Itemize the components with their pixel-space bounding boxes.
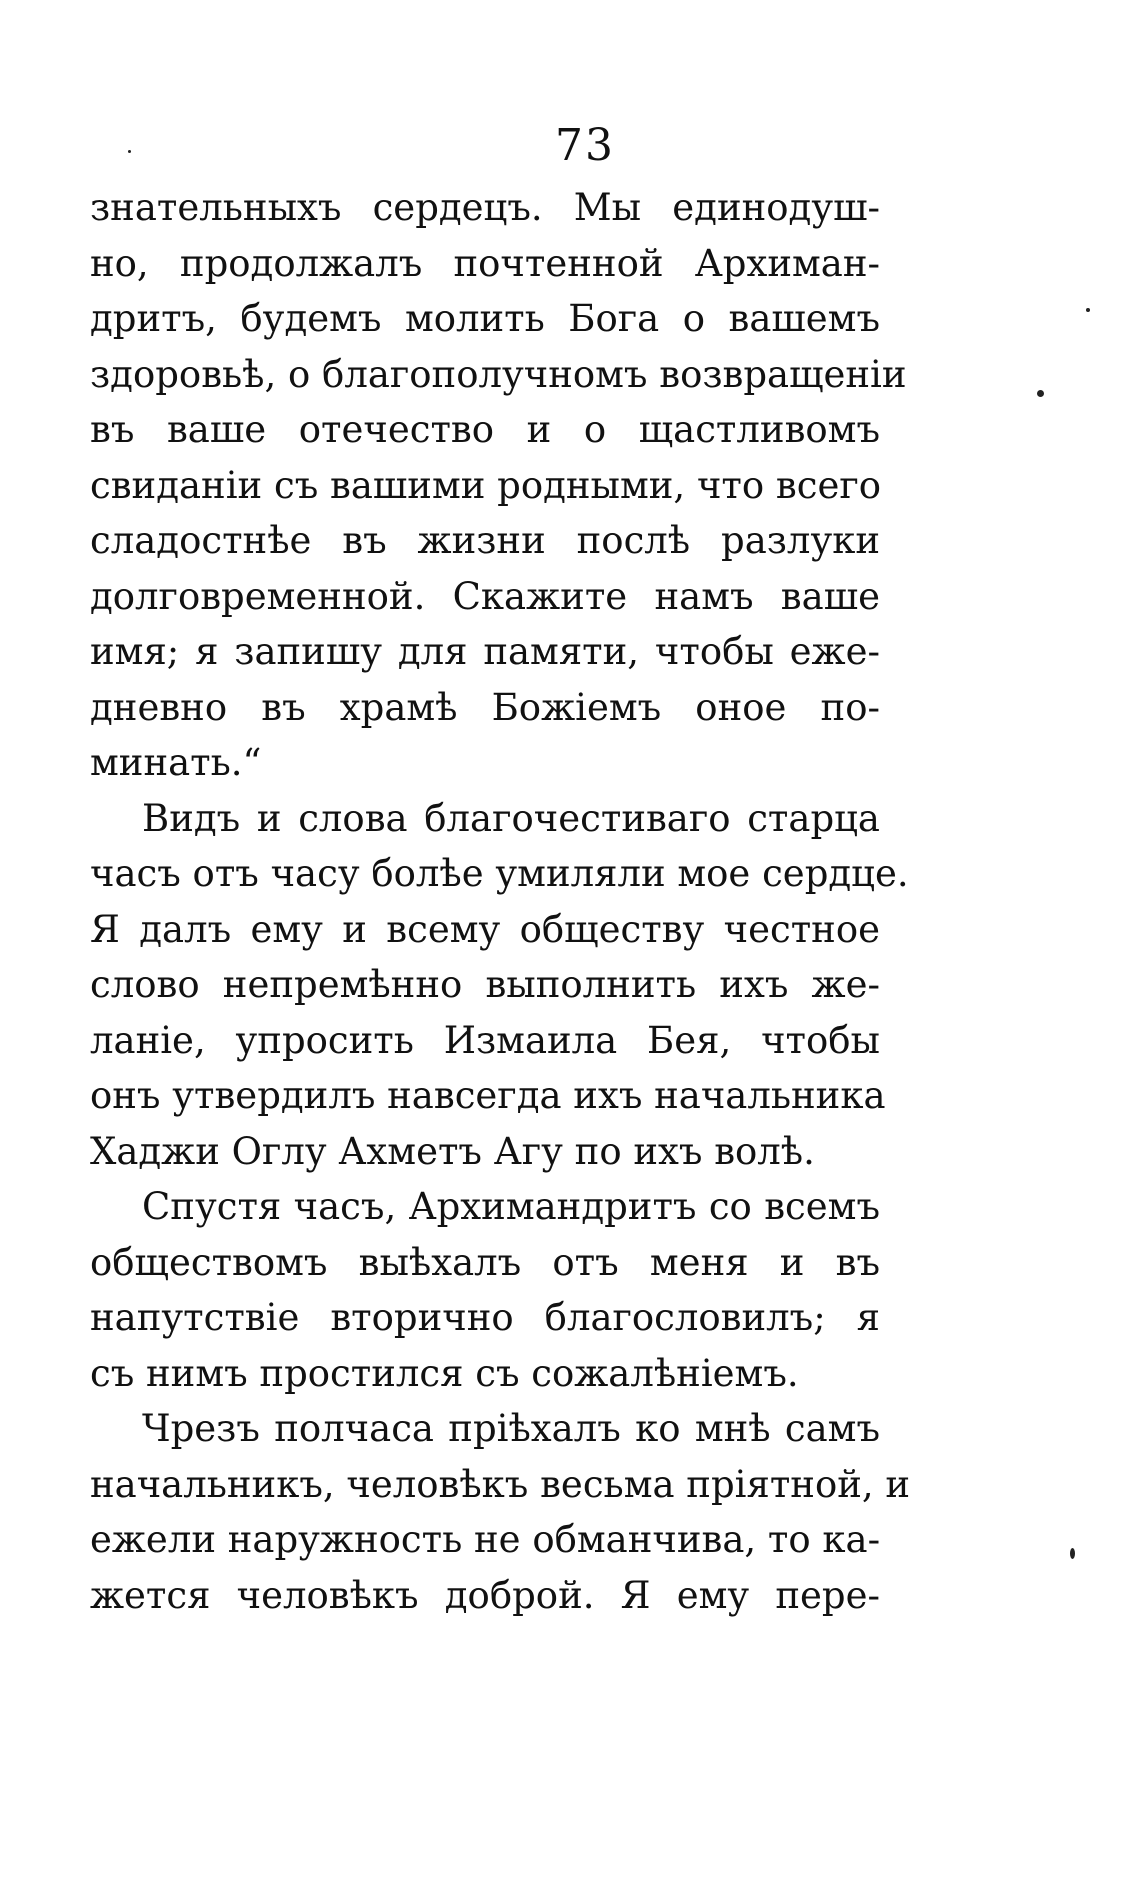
- text-line: сладостнѣе въ жизни послѣ разлуки: [90, 519, 880, 562]
- text-line: съ нимъ простился съ сожалѣніемъ.: [90, 1351, 799, 1395]
- text-line: долговременной. Скажите намъ ваше: [90, 574, 880, 618]
- scan-speck: [128, 150, 131, 153]
- text-line: дритъ, будемъ молить Бога о вашемъ: [90, 297, 880, 340]
- text-line: минать.“: [90, 741, 262, 784]
- text-line: жется человѣкъ доброй. Я ему пере-: [90, 1573, 880, 1617]
- scan-speck: [1037, 390, 1044, 397]
- text-line: свиданіи съ вашими родными, что всего: [90, 463, 882, 507]
- page-number: 73: [555, 120, 615, 171]
- body-text: [90, 180, 911, 1623]
- text-line: дневно въ храмѣ Божіемъ оное по-: [90, 685, 880, 729]
- text-line: обществомъ выѣхалъ отъ меня и въ: [90, 1240, 880, 1284]
- text-line: въ ваше отечество и о щастливомъ: [90, 408, 880, 451]
- text-line: часъ отъ часу болѣе умиляли мое сердце.: [90, 852, 909, 895]
- text-line: знательныхъ сердецъ. Мы единодуш-: [90, 186, 880, 229]
- paragraph-2: [90, 791, 909, 1180]
- text-line: ежели наружность не обманчива, то ка-: [90, 1518, 881, 1561]
- text-line: слово непремѣнно выполнить ихъ же-: [90, 963, 880, 1006]
- scan-speck: [1086, 308, 1090, 312]
- paragraph-3: [90, 1179, 880, 1401]
- text-line: ланіе, упросить Измаила Бея, чтобы: [90, 1018, 880, 1062]
- text-line: Видъ и слова благочестиваго старца: [142, 796, 880, 840]
- text-line: Чрезъ полчаса пріѣхалъ ко мнѣ самъ: [142, 1407, 880, 1450]
- text-line: онъ утвердилъ навсегда ихъ начальника: [90, 1074, 886, 1117]
- text-line: Хаджи Оглу Ахметъ Агу по ихъ волѣ.: [90, 1129, 815, 1173]
- paragraph-4: [90, 1401, 911, 1623]
- text-line: напутствіе вторично благословилъ; я: [90, 1296, 880, 1339]
- text-line: но, продолжалъ почтенной Архиман-: [90, 241, 880, 285]
- paragraph-1: [90, 180, 907, 791]
- text-line: Спустя часъ, Архимандритъ со всемъ: [142, 1185, 880, 1228]
- scan-speck: [1070, 1548, 1075, 1559]
- text-line: имя; я запишу для памяти, чтобы еже-: [90, 630, 880, 673]
- text-line: Я далъ ему и всему обществу честное: [90, 907, 880, 951]
- text-line: здоровьѣ, о благополучномъ возвращеніи: [90, 352, 907, 396]
- text-line: начальникъ, человѣкъ весьма пріятной, и: [90, 1462, 911, 1506]
